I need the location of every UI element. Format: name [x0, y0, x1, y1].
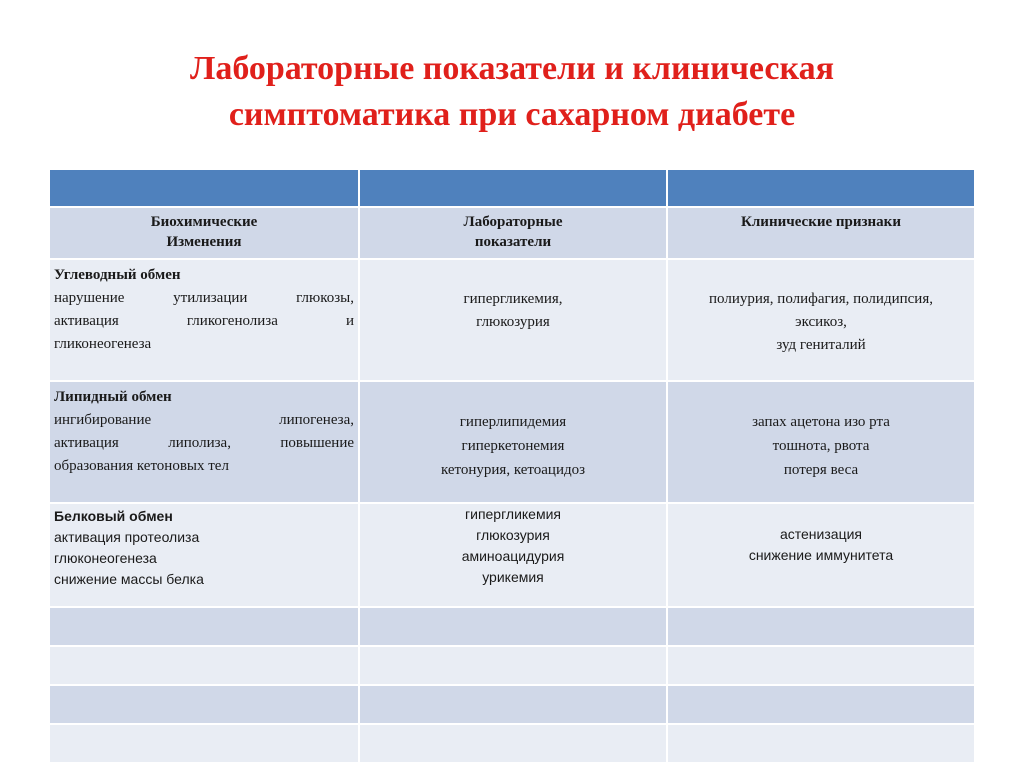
lab-line: гипергликемия,	[463, 291, 563, 307]
empty-cell	[667, 607, 975, 646]
slide-title	[0, 46, 1024, 138]
row-heading: Липидный обмен	[54, 389, 172, 405]
lab-line: аминоацидурия	[461, 548, 565, 564]
column-header-biochemical	[49, 207, 359, 259]
changes-cell	[49, 259, 359, 381]
change-line: образования кетоновых тел	[54, 458, 229, 474]
clinical-line: запах ацетона изо рта	[752, 414, 890, 430]
diabetes-table	[48, 168, 976, 764]
column-header-text: Клинические признаки	[741, 214, 901, 230]
lab-line: гиперлипидемия	[459, 414, 567, 430]
column-header-text: Биохимические	[150, 214, 258, 230]
empty-cell	[667, 646, 975, 685]
table-header-band	[49, 169, 975, 207]
clinical-line: полиурия, полифагия, полидипсия,	[709, 291, 933, 307]
lab-cell	[359, 381, 667, 503]
clinical-cell	[667, 503, 975, 607]
empty-row	[49, 724, 975, 763]
clinical-cell	[667, 259, 975, 381]
clinical-line: зуд гениталий	[776, 337, 866, 353]
change-line: активация протеолиза	[54, 529, 200, 545]
change-line: нарушение утилизации глюкозы,	[54, 290, 354, 306]
changes-cell	[49, 381, 359, 503]
lab-cell	[359, 259, 667, 381]
change-line: активация гликогенолиза и	[54, 313, 354, 329]
change-line: ингибирование липогенеза,	[54, 412, 354, 428]
title-line-1: Лабораторные показатели и клиническая	[190, 50, 834, 87]
empty-cell	[359, 685, 667, 724]
header-cell	[667, 169, 975, 207]
empty-cell	[359, 724, 667, 763]
lab-line: гипергликемия	[465, 506, 561, 522]
empty-cell	[49, 646, 359, 685]
clinical-cell	[667, 381, 975, 503]
empty-row	[49, 646, 975, 685]
row-heading: Углеводный обмен	[54, 267, 181, 283]
lab-line: кетонурия, кетоацидоз	[440, 462, 586, 478]
empty-cell	[359, 646, 667, 685]
header-cell	[49, 169, 359, 207]
column-headers	[49, 207, 975, 259]
empty-cell	[49, 607, 359, 646]
column-header-text: Лабораторные	[463, 214, 563, 230]
change-line: активация липолиза, повышение	[54, 435, 354, 451]
empty-cell	[49, 685, 359, 724]
lab-line: глюкозурия	[476, 527, 550, 543]
clinical-line: потеря веса	[783, 462, 859, 478]
title-line-2: симптоматика при сахарном диабете	[228, 96, 796, 133]
table-row	[49, 259, 975, 381]
row-heading: Белковый обмен	[54, 508, 173, 524]
empty-row	[49, 607, 975, 646]
change-line: снижение массы белка	[54, 571, 204, 587]
column-header-lab	[359, 207, 667, 259]
table-row	[49, 381, 975, 503]
table-row	[49, 503, 975, 607]
column-header-clinical	[667, 207, 975, 259]
empty-cell	[667, 724, 975, 763]
header-cell	[359, 169, 667, 207]
column-header-text: Изменения	[166, 234, 242, 250]
empty-cell	[359, 607, 667, 646]
lab-line: глюкозурия	[476, 314, 550, 330]
column-header-text: показатели	[474, 234, 552, 250]
lab-line: гиперкетонемия	[461, 438, 565, 454]
empty-row	[49, 685, 975, 724]
clinical-line: тошнота, рвота	[772, 438, 870, 454]
empty-cell	[667, 685, 975, 724]
change-line: глюконеогенеза	[54, 550, 157, 566]
clinical-line: снижение иммунитета	[748, 547, 894, 563]
clinical-line: астенизация	[779, 526, 862, 542]
clinical-line: эксикоз,	[795, 314, 847, 330]
lab-line: урикемия	[482, 569, 544, 585]
empty-cell	[49, 724, 359, 763]
changes-cell	[49, 503, 359, 607]
change-line: гликонеогенеза	[54, 336, 152, 352]
lab-cell	[359, 503, 667, 607]
